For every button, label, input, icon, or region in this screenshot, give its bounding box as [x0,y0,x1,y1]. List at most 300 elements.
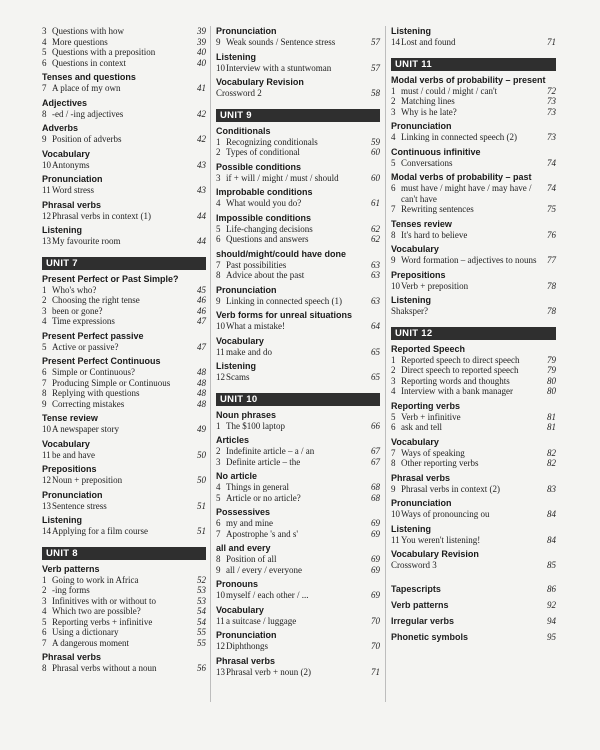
entry-number: 9 [42,134,47,144]
contents-entry[interactable] [391,107,556,118]
entry-number: 7 [216,528,221,539]
entry-title: Who's who? [52,284,97,295]
page-number: 82 [547,458,556,468]
section-heading: Phrasal verbs [42,199,102,210]
contents-entry[interactable] [391,183,556,204]
entry-number: 8 [42,663,47,673]
section-heading: Pronunciation [216,630,277,640]
page-number: 42 [197,134,206,144]
page-top-strip [0,0,600,14]
page-number: 73 [547,132,556,142]
entry-number: 11 [216,346,225,357]
column-divider [210,26,211,702]
entry-title: Recognizing conditionals [226,136,318,147]
page-number: 51 [197,500,206,511]
contents-entry[interactable] [391,281,556,292]
entry-title: Weak sounds / Sentence stress [226,37,336,47]
page-number: 64 [371,321,380,331]
contents-entry[interactable] [42,424,206,435]
page-number: 44 [197,210,206,221]
section-heading: Phrasal verbs [42,652,102,662]
entry-number: 14 [391,37,400,47]
section-heading: Present Perfect or Past Simple? [42,273,179,284]
contents-entry[interactable] [42,160,206,171]
contents-entry[interactable] [216,296,380,307]
spacer [42,537,206,547]
contents-entry[interactable] [216,457,380,468]
entry-title: Apostrophe 's and s' [226,528,298,539]
page-number: 49 [197,424,206,434]
entry-number: 1 [391,354,396,365]
section-heading: Listening [42,515,82,525]
page-number: 59 [371,136,380,147]
page-number: 50 [197,449,206,460]
contents-entry[interactable] [216,198,380,209]
contents-entry[interactable] [42,58,206,69]
contents-entry[interactable] [42,211,206,222]
page-number: 62 [371,223,380,234]
contents-entry[interactable] [391,158,556,169]
unit-banner: UNIT 11 [391,58,556,71]
page-number: 78 [547,280,556,291]
entry-number: 3 [216,172,221,183]
contents-entry[interactable] [216,616,380,627]
section-heading: Pronunciation [391,498,452,508]
contents-entry[interactable] [391,132,556,143]
spacer [391,317,556,327]
entry-number: 11 [216,615,225,626]
section-heading: Listening [391,26,431,36]
entry-number: 7 [42,83,47,93]
entry-number: 5 [391,157,396,168]
entry-number: 3 [42,26,47,36]
entry-title: Infinitives with or without to [52,595,156,606]
contents-entry[interactable] [216,88,380,99]
contents-entry[interactable] [42,306,206,317]
entry-title: must have / might have / may have / can't have [401,183,532,204]
contents-entry[interactable] [42,501,206,512]
contents-entry[interactable] [391,458,556,469]
contents-entry[interactable] [42,388,206,399]
entry-number: 11 [42,449,51,460]
page-number: 58 [371,88,380,98]
contents-entry[interactable] [391,422,556,433]
entry-number: 8 [391,229,396,240]
unit-banner: UNIT 9 [216,109,380,122]
page-number: 69 [371,554,380,564]
appendix-entry[interactable] [391,613,556,629]
appendix-title: Verb patterns [391,599,449,610]
contents-entry[interactable] [216,270,380,281]
entry-number: 10 [391,509,400,519]
entry-title: Other reporting verbs [401,458,479,468]
page-number: 85 [547,560,556,570]
entry-title: Verb + infinitive [401,411,461,422]
contents-entry[interactable] [391,509,556,520]
section-heading: Vocabulary [391,436,439,447]
entry-number: 8 [216,270,221,280]
contents-entry[interactable] [391,365,556,376]
entry-number: 7 [391,447,396,458]
page-number: 41 [197,83,206,93]
contents-entry[interactable] [216,554,380,565]
section-heading: Impossible conditions [216,212,312,223]
page-number: 76 [547,229,556,240]
entry-title: Questions in context [52,57,126,68]
contents-entry[interactable] [42,585,206,596]
contents-entry[interactable] [216,565,380,576]
entry-title: Phrasal verbs in context (1) [52,210,151,221]
entry-title: Word formation – adjectives to nouns [401,255,537,265]
contents-entry[interactable] [391,96,556,107]
contents-entry[interactable] [42,109,206,120]
contents-entry[interactable] [391,230,556,241]
entry-title: my and mine [226,518,273,528]
page-number: 79 [547,365,556,375]
entry-title: Applying for a film course [52,526,148,536]
contents-entry[interactable] [42,596,206,607]
entry-title: Rewriting sentences [401,204,474,214]
section-heading: Conditionals [216,125,271,136]
contents-entry[interactable] [391,484,556,495]
entry-number: 12 [42,475,51,485]
section-heading: Improbable conditions [216,187,313,197]
page-number: 71 [547,37,556,47]
page-number: 65 [371,372,380,382]
entry-number: 10 [42,424,51,434]
appendix-entry[interactable] [391,629,556,645]
contents-entry[interactable] [216,482,380,493]
contents-entry[interactable] [216,234,380,245]
contents-entry[interactable] [391,386,556,397]
contents-entry[interactable] [216,493,380,504]
page-number: 60 [371,147,380,157]
section-heading: Listening [42,225,82,235]
contents-entry[interactable] [42,285,206,296]
contents-entry[interactable] [216,421,380,432]
section-heading: Prepositions [42,464,97,474]
entry-title: You weren't listening! [401,534,481,545]
page-number: 73 [547,106,556,117]
entry-title: A place of my own [52,83,121,93]
contents-entry[interactable] [216,590,380,601]
unit-banner: UNIT 8 [42,547,206,560]
entry-number: 1 [42,284,47,295]
contents-entry[interactable] [216,260,380,271]
entry-title: Position of adverbs [52,134,122,144]
entry-number: 4 [42,36,47,47]
contents-entry[interactable] [42,638,206,649]
entry-title: Things in general [226,482,289,492]
unit-banner: UNIT 10 [216,393,380,406]
page-number: 48 [197,377,206,388]
page-number: 61 [371,198,380,208]
entry-number: 6 [42,627,47,637]
contents-entry[interactable] [42,617,206,628]
entry-title: Why is he late? [401,106,457,117]
entry-title: a suitcase / luggage [226,615,297,626]
page-number: 43 [197,159,206,170]
entry-number: 5 [216,492,221,503]
section-heading: Modal verbs of probability – present [391,74,546,85]
unit-banner: UNIT 12 [391,327,556,340]
page-number: 63 [371,295,380,306]
contents-entry[interactable] [42,134,206,145]
page-number: 80 [547,375,556,386]
entry-number: 4 [391,132,396,142]
entry-title: Correcting mistakes [52,398,125,409]
entry-title: Interview with a bank manager [401,386,513,396]
section-heading: all and every [216,543,271,553]
entry-number: 3 [42,305,47,316]
contents-column-1 [42,26,206,674]
entry-title: My favourite room [52,236,121,246]
entry-title: Going to work in Africa [52,574,139,585]
contents-entry[interactable] [216,667,380,678]
contents-entry[interactable] [42,526,206,537]
entry-title: Verb + preposition [401,280,469,291]
entry-title: -ed / -ing adjectives [52,108,124,119]
entry-title: Crossword 3 [391,560,437,570]
entry-title: all / every / everyone [226,564,302,575]
page-number: 67 [371,446,380,456]
entry-title: Questions with how [52,26,124,36]
section-heading: Tense review [42,413,98,423]
contents-entry[interactable] [391,204,556,215]
contents-entry[interactable] [216,224,380,235]
section-heading: Adjectives [42,97,88,108]
entry-title: Indefinite article – a / an [226,446,315,456]
page-number: 65 [371,346,380,357]
contents-entry[interactable] [216,518,380,529]
page-number: 69 [371,564,380,575]
page-number: 57 [371,62,380,73]
entry-number: 5 [42,341,47,352]
entry-number: 10 [216,321,225,331]
contents-column-3 [391,26,556,645]
section-heading: Noun phrases [216,409,277,420]
contents-entry[interactable] [216,641,380,652]
entry-number: 3 [391,375,396,386]
page-number: 79 [547,354,556,365]
entry-title: What would you do? [226,198,302,208]
contents-entry[interactable] [42,663,206,674]
entry-number: 10 [42,159,51,170]
page-number: 51 [197,526,206,536]
page-number: 69 [371,590,380,600]
page-number: 70 [371,641,380,651]
contents-entry[interactable] [391,355,556,366]
entry-number: 9 [42,398,47,409]
entry-title: Which two are possible? [52,606,141,616]
entry-title: Sentence stress [52,500,107,511]
contents-entry[interactable] [42,37,206,48]
entry-title: Diphthongs [226,641,269,651]
entry-number: 9 [216,564,221,575]
contents-column-2 [216,26,380,677]
contents-entry[interactable] [216,529,380,540]
entry-title: Conversations [401,157,453,168]
entry-number: 8 [42,108,47,119]
contents-entry[interactable] [42,83,206,94]
contents-entry[interactable] [42,378,206,389]
page-number: 53 [197,595,206,606]
contents-entry[interactable] [216,321,380,332]
contents-entry[interactable] [391,448,556,459]
entry-number: 2 [216,446,221,456]
entry-title: Questions and answers [226,234,309,244]
contents-entry[interactable] [391,86,556,97]
section-heading: Pronunciation [42,174,103,184]
page-number: 47 [197,316,206,326]
entry-number: 5 [42,47,47,57]
contents-entry[interactable] [216,137,380,148]
section-heading: Listening [216,51,256,62]
page-number: 53 [197,585,206,595]
entry-title: Choosing the right tense [52,295,140,305]
entry-title: if + will / might / must / should [226,172,339,183]
entry-title: Linking in connected speech (2) [401,132,517,142]
section-heading: Vocabulary Revision [216,77,304,87]
appendix-entry[interactable] [391,581,556,597]
entry-title: Definite article – the [226,456,301,467]
entry-title: Questions with a preposition [52,47,156,57]
page-number: 48 [197,367,206,377]
contents-entry[interactable] [42,575,206,586]
contents-entry[interactable] [42,450,206,461]
entry-title: A newspaper story [52,424,119,434]
entry-title: Matching lines [401,96,455,106]
page-number: 71 [371,666,380,677]
page-number: 50 [197,475,206,485]
contents-entry[interactable] [42,399,206,410]
contents-entry[interactable] [42,316,206,327]
page-number: 80 [547,386,556,396]
contents-entry[interactable] [391,306,556,317]
page-number: 72 [547,85,556,96]
entry-number: 1 [391,85,396,96]
contents-entry[interactable] [42,342,206,353]
section-heading: Verb patterns [42,563,100,574]
contents-entry[interactable] [216,173,380,184]
section-heading: Pronunciation [391,121,452,131]
entry-number: 6 [42,57,47,68]
page-number: 74 [547,183,556,193]
contents-entry[interactable] [42,26,206,37]
page-number: 52 [197,574,206,585]
spacer [391,48,556,58]
entry-title: been or gone? [52,305,103,316]
section-heading: Pronunciation [42,489,103,500]
section-heading: Tenses review [391,218,452,229]
contents-entry[interactable] [391,37,556,48]
spacer [391,571,556,581]
section-heading: Vocabulary Revision [391,549,479,559]
entry-title: Phrasal verbs in context (2) [401,483,500,494]
contents-entry[interactable] [216,446,380,457]
section-heading: Listening [216,361,256,371]
page-number: 81 [547,411,556,422]
section-heading: Vocabulary [391,244,439,254]
page-number: 63 [371,259,380,270]
page-number: 69 [371,528,380,539]
contents-entry[interactable] [42,475,206,486]
page-number: 62 [371,234,380,244]
entry-number: 2 [216,147,221,157]
entry-title: must / could / might / can't [401,85,498,96]
entry-title: Interview with a stuntwoman [226,62,332,73]
entry-title: It's hard to believe [401,229,468,240]
page-number: 40 [197,57,206,68]
entry-title: Advice about the past [226,270,305,280]
section-heading: Reporting verbs [391,400,461,411]
contents-entry[interactable] [42,295,206,306]
page-number: 81 [547,422,556,432]
contents-entry[interactable] [391,535,556,546]
contents-entry[interactable] [42,627,206,638]
contents-entry[interactable] [216,63,380,74]
entry-number: 6 [391,422,396,432]
entry-title: Crossword 2 [216,88,262,98]
section-heading: Vocabulary [216,335,264,346]
entry-number: 11 [42,185,51,195]
contents-entry[interactable] [391,255,556,266]
page-number: 84 [547,509,556,519]
entry-number: 9 [216,37,221,47]
contents-entry[interactable] [216,37,380,48]
unit-banner: UNIT 7 [42,257,206,270]
entry-number: 3 [391,106,396,117]
page-number: 54 [197,616,206,627]
appendix-title: Tapescripts [391,583,441,594]
contents-entry[interactable] [391,412,556,423]
contents-entry[interactable] [391,560,556,571]
page-number: 95 [547,631,556,642]
contents-entry[interactable] [216,372,380,383]
contents-entry[interactable] [42,367,206,378]
contents-entry[interactable] [42,606,206,617]
section-heading: Possible conditions [216,161,302,172]
section-heading: Vocabulary [216,604,264,615]
entry-title: Types of conditional [226,147,300,157]
section-heading: should/might/could have done [216,248,347,259]
entry-title: Lost and found [401,37,456,47]
appendix-entry[interactable] [391,597,556,613]
contents-entry[interactable] [391,376,556,387]
entry-number: 8 [391,458,396,468]
page-number: 86 [547,583,556,594]
page-number: 40 [197,47,206,57]
entry-number: 6 [42,367,47,377]
entry-number: 2 [391,365,396,375]
contents-entry[interactable] [42,185,206,196]
contents-entry[interactable] [42,47,206,58]
entry-title: Direct speech to reported speech [401,365,519,375]
page-number: 74 [547,157,556,168]
entry-title: Reporting verbs + infinitive [52,616,153,627]
contents-entry[interactable] [216,147,380,158]
spacer [216,383,380,393]
contents-entry[interactable] [216,347,380,358]
contents-entry[interactable] [42,236,206,247]
section-heading: Listening [391,295,431,305]
page-number: 78 [547,306,556,316]
entry-number: 7 [42,377,47,388]
entry-number: 3 [216,456,221,467]
entry-title: Life-changing decisions [226,223,313,234]
page-number: 46 [197,305,206,316]
entry-number: 1 [42,574,47,585]
